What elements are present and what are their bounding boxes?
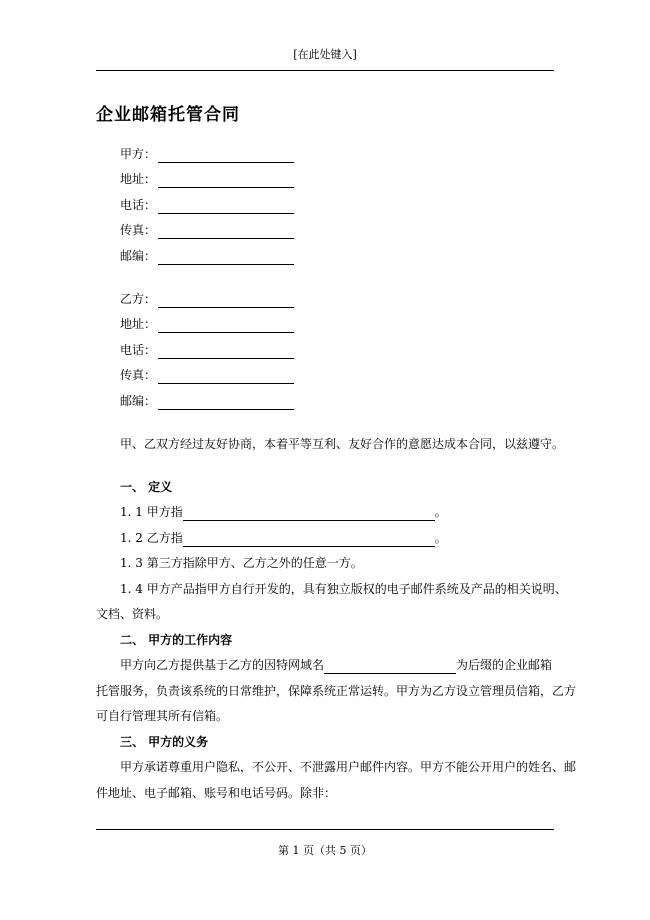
definition-1-1	[120, 503, 447, 521]
field-label: 乙方：	[120, 292, 157, 306]
fill-in-blank	[158, 293, 294, 308]
definition-text: 1. 2 乙方指	[120, 531, 183, 545]
party-a-postcode-field	[120, 247, 294, 265]
document-title: 企业邮箱托管合同	[96, 105, 240, 125]
section-1-heading: 一、 定义	[120, 480, 173, 494]
header-rule	[96, 70, 554, 71]
definition-1-4-line-1: 1. 4 甲方产品指甲方自行开发的，具有独立版权的电子邮件系统及产品的相关说明、	[120, 582, 567, 596]
party-b-address-field	[120, 315, 294, 333]
fill-in-blank	[158, 148, 294, 163]
fill-in-blank	[158, 250, 294, 265]
intro-paragraph: 甲、乙双方经过友好协商，本着平等互利、友好合作的意愿达成本合同，以兹遵守。	[120, 437, 565, 451]
section-2-heading: 二、 甲方的工作内容	[120, 633, 233, 647]
field-label: 传真：	[120, 368, 157, 382]
field-label: 邮编：	[120, 249, 157, 263]
field-label: 电话：	[120, 343, 157, 357]
party-a-phone-field	[120, 196, 294, 214]
page-footer: 第 1 页（共 5 页）	[278, 844, 372, 857]
section-3-line-1: 甲方承诺尊重用户隐私，不公开、不泄露用户邮件内容。甲方不能公开用户的姓名、邮	[120, 760, 577, 774]
fill-in-blank	[158, 173, 294, 188]
party-a-address-field	[120, 170, 294, 188]
section-3-heading: 三、 甲方的义务	[120, 735, 209, 749]
fill-in-blank	[158, 395, 294, 410]
fill-in-blank	[158, 318, 294, 333]
section-3-line-2: 件地址、电子邮箱、账号和电话号码。除非：	[96, 786, 337, 800]
party-b-fax-field	[120, 366, 294, 384]
definition-1-4-line-2: 文档、资料。	[96, 607, 169, 621]
section-2-line-2: 托管服务，负责该系统的日常维护，保障系统正常运转。甲方为乙方设立管理员信箱，乙方	[96, 684, 577, 698]
field-label: 甲方：	[120, 147, 157, 161]
fill-in-blank	[158, 224, 294, 239]
fill-in-blank	[183, 533, 435, 547]
footer-rule	[96, 829, 554, 830]
fill-in-blank	[158, 369, 294, 384]
paragraph-text: 甲方向乙方提供基于乙方的因特网域名	[120, 658, 325, 672]
definition-end: 。	[434, 531, 447, 545]
fill-in-blank	[158, 199, 294, 214]
definition-text: 1. 1 甲方指	[120, 505, 183, 519]
domain-fill-in-blank	[324, 660, 456, 674]
party-b-postcode-field	[120, 392, 294, 410]
definition-end: 。	[434, 505, 447, 519]
field-label: 电话：	[120, 198, 157, 212]
paragraph-text: 为后缀的企业邮箱	[456, 658, 553, 672]
definition-1-3: 1. 3 第三方指除甲方、乙方之外的任意一方。	[120, 556, 363, 570]
definition-1-2	[120, 529, 447, 547]
page-header: [在此处键入]	[293, 48, 357, 61]
section-2-line-1	[120, 656, 552, 674]
fill-in-blank	[158, 344, 294, 359]
field-label: 传真：	[120, 223, 157, 237]
section-2-line-3: 可自行管理其所有信箱。	[96, 709, 229, 723]
fill-in-blank	[183, 507, 435, 521]
party-a-fax-field	[120, 221, 294, 239]
field-label: 邮编：	[120, 394, 157, 408]
field-label: 地址：	[120, 172, 157, 186]
party-b-phone-field	[120, 341, 294, 359]
party-b-name-field	[120, 290, 294, 308]
party-a-name-field	[120, 145, 294, 163]
field-label: 地址：	[120, 317, 157, 331]
